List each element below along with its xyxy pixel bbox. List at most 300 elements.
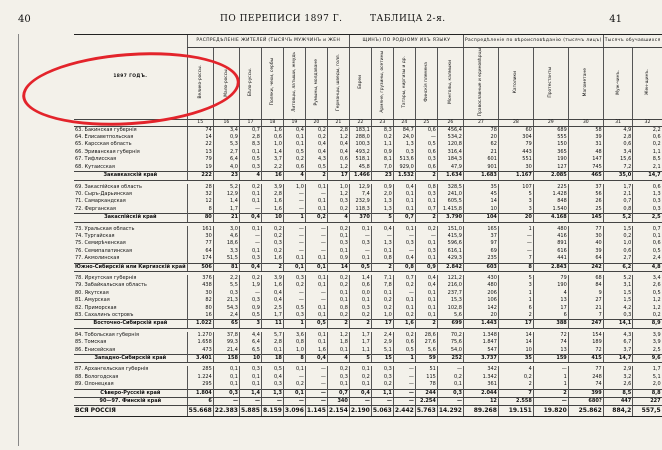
table-cell: 0,6 [283,164,305,172]
table-row [74,126,662,134]
column-number: 28 [498,119,533,126]
table-cell: 0,2 [327,312,349,320]
table-cell: — [305,297,327,304]
table-cell: 2 [415,320,437,328]
table-cell: 1,6 [261,255,283,263]
table-cell: 79 [498,141,533,148]
table-cell: 0,1 [305,255,327,263]
table-cell: 4,6 [213,233,239,240]
table-cell: 2.254 [415,398,437,406]
table-row [74,233,662,240]
row-name: 80. Якутская [75,289,109,296]
table-cell: 1,6 [305,347,327,355]
table-cell: 190 [533,156,568,163]
table-cell: 0,4 [261,374,283,381]
table-cell: 2,2 [633,126,662,134]
table-cell: 0,7 [415,206,437,214]
table-cell: 745 [568,164,603,172]
table-row [74,332,662,339]
table-cell: 0,3 [239,255,261,263]
table-cell: 0,5 [349,263,371,271]
table-cell: 100,3 [349,141,371,148]
table-cell: 237,7 [437,290,463,297]
table-cell: 0,2 [633,141,662,148]
table-row [74,312,662,320]
table-cell: 1,6 [261,126,283,134]
table-cell: 0,8 [393,263,415,271]
row-name: Восточно-Сибирскій край [74,320,187,328]
table-cell: 555 [533,134,568,141]
table-cell: 22 [187,141,213,148]
table-cell: — [437,398,463,406]
table-cell: 0,1 [283,134,305,141]
table-cell: 78 [415,381,437,389]
col-finns: Финскія племена [415,48,437,120]
region-total-row [74,320,662,328]
table-cell: 884,2 [603,406,633,417]
table-cell: 27 [568,297,603,304]
table-cell: 0,1 [305,275,327,282]
table-cell: 365 [533,149,568,156]
table-cell: 5.885 [239,406,261,417]
table-cell: 30 [187,290,213,297]
table-cell: 241,0 [437,191,463,198]
table-cell: 6 [533,312,568,320]
table-cell: 1.415,8 [437,206,463,214]
table-cell: 0,1 [283,263,305,271]
table-cell: 147 [568,156,603,163]
table-cell: 0,5 [239,156,261,163]
table-cell: 75,6 [437,339,463,346]
table-cell: 340 [327,398,349,406]
table-cell: 1 [533,374,568,381]
table-cell: 0,1 [633,233,662,240]
region-total-row [74,172,662,180]
table-cell: 3.096 [283,406,305,417]
table-cell: 7,0 [371,164,393,172]
table-cell: 0,1 [239,191,261,198]
row-name: 81. Амурская [75,297,110,304]
table-cell: 616,1 [437,248,463,255]
table-cell: 3,9 [261,275,283,282]
table-cell: 25 [568,206,603,214]
table-cell: 2,0 [371,191,393,198]
table-cell: 37,8 [213,332,239,339]
row-name: ВСЯ РОССІЯ [74,406,187,417]
table-cell: — [305,240,327,247]
table-cell: 16 [261,172,283,180]
table-cell: 35 [463,184,498,191]
table-cell: 0,9 [327,255,349,263]
table-cell: 4 [327,214,349,222]
table-cell: 0,4 [415,275,437,282]
table-cell: 107 [498,184,533,191]
table-cell: 78 [463,126,498,134]
table-cell: — [498,248,533,255]
column-number: 29 [533,119,568,126]
table-cell: — [533,398,568,406]
row-name: 63. Бакинская губернія [75,126,137,133]
table-cell: 1,7 [633,366,662,373]
table-cell: 39 [568,248,603,255]
row-name: 68. Кутаисская [75,163,115,170]
table-row [74,206,662,214]
table-cell: 1,4 [239,389,261,397]
table-cell: 1,9 [239,282,261,289]
table-cell: 0,9 [239,305,261,312]
table-cell: 225 [533,184,568,191]
table-cell: 0,2 [239,184,261,191]
table-cell: 0,2 [261,233,283,240]
col-germans: Германцы, шведы, голл. [327,48,349,120]
table-cell: 2.843 [533,263,568,271]
table-cell: 0,3 [415,248,437,255]
table-cell: 456,4 [437,126,463,134]
table-cell: 5 [349,355,371,363]
table-cell: 104 [463,214,498,222]
table-cell: 62 [463,141,498,148]
table-cell: 0,3 [415,191,437,198]
table-cell: 3,3 [213,248,239,255]
table-cell: 68 [568,275,603,282]
table-cell: — [371,233,393,240]
table-cell: 190 [533,282,568,289]
table-cell: 30 [187,233,213,240]
table-cell: 1,6 [261,198,283,205]
table-row [74,156,662,163]
table-cell: 77 [187,240,213,247]
table-cell: 4 [327,355,349,363]
table-cell: 0,1 [283,255,305,263]
table-cell: 0,1 [415,198,437,205]
table-cell: 14.292 [437,406,463,417]
table-cell: 0,3 [393,240,415,247]
table-cell: 0,6 [261,134,283,141]
table-cell: — [393,389,415,397]
table-cell: 0,3 [603,312,633,320]
table-cell: 0,1 [305,339,327,346]
table-cell: 47,9 [437,164,463,172]
table-cell: 0,1 [305,184,327,191]
table-cell: 551 [498,156,533,163]
table-cell: 0,2 [371,305,393,312]
table-cell: 0,3 [371,374,393,381]
table-cell: — [283,248,305,255]
table-cell: 0,6 [393,339,415,346]
table-body [74,119,662,417]
table-cell: 480 [533,226,568,233]
table-cell: 0,4 [415,282,437,289]
table-cell: 1.167 [498,172,533,180]
table-cell: 89.268 [463,406,498,417]
table-cell: 1.658 [187,339,213,346]
table-cell: 5.763 [415,406,437,417]
grand-total-row [74,406,662,417]
table-cell: 21 [463,149,498,156]
table-cell: 699 [437,320,463,328]
table-cell: 0,3 [393,149,415,156]
row-name: Сѣверо-Русскій край [74,389,187,397]
table-cell: 0,2 [261,226,283,233]
table-cell: 3 [498,206,533,214]
row-name: 87. Архангельская губернія [75,366,149,373]
table-cell: 12,9 [349,184,371,191]
table-cell: 106 [463,297,498,304]
table-cell: 20 [463,134,498,141]
group-header-language: ЩИНЪ) ПО РОДНОМУ ИХЪ ЯЗЫКУ [349,35,463,48]
table-cell: 0,2 [349,374,371,381]
table-cell: 616 [533,248,568,255]
table-cell: 3,1 [603,282,633,289]
table-row [74,290,662,297]
table-cell: 9 [568,290,603,297]
table-cell: 5.063 [371,406,393,417]
table-cell: 4 [533,290,568,297]
table-cell: 13 [187,149,213,156]
table-cell: 1,8 [327,339,349,346]
table-cell: 19.820 [533,406,568,417]
table-cell: — [349,233,371,240]
table-cell: 1,1 [371,389,393,397]
table-cell: 473 [187,347,213,355]
table-cell: 10 [463,206,498,214]
table-cell: 60 [498,126,533,134]
row-name: 86. Енисейская [75,346,116,353]
table-cell: 603 [463,263,498,271]
table-cell: 0,1 [239,198,261,205]
row-name: 72. Ферганская [75,205,116,212]
column-number: 25 [415,119,437,126]
table-cell: 22.383 [213,406,239,417]
table-cell: 0,1 [349,226,371,233]
table-cell: 97 [463,240,498,247]
table-cell: 0,2 [327,226,349,233]
table-cell: 1,3 [371,198,393,205]
table-cell: 21,3 [213,297,239,304]
row-name: 82. Приморская [75,304,117,311]
table-cell: 59 [415,355,437,363]
table-cell: 51,5 [213,255,239,263]
table-cell: 8 [187,206,213,214]
table-cell: 14 [187,134,213,141]
table-cell: 54,3 [213,305,239,312]
table-cell: 2,8 [239,134,261,141]
table-cell: 80 [187,214,213,222]
table-cell: 0,6 [633,134,662,141]
table-cell: — [239,290,261,297]
table-cell: 2 [327,320,349,328]
col-orthodox: Православные и единовѣрцы [463,48,498,120]
table-row [74,164,662,172]
table-cell: — [393,381,415,389]
table-row [74,255,662,263]
table-cell: 0,2 [349,312,371,320]
table-cell: 102,8 [437,305,463,312]
table-cell: 0,4 [349,389,371,397]
table-cell: 1 [498,297,533,304]
table-cell: 2.190 [349,406,371,417]
table-cell: 0,5 [239,312,261,320]
table-cell: 174 [187,255,213,263]
table-cell: 0,1 [415,305,437,312]
table-row [74,339,662,346]
table-cell: 40 [568,240,603,247]
table-cell: 5,2 [213,184,239,191]
table-cell: — [393,366,415,373]
table-cell: 10 [498,347,533,355]
column-number: 24 [393,119,415,126]
table-cell: 0,2 [371,134,393,141]
table-cell: 0,1 [349,255,371,263]
table-cell: 5,5 [213,282,239,289]
table-cell: 0,5 [393,347,415,355]
table-cell: 0,2 [633,312,662,320]
table-cell: 0,1 [305,206,327,214]
table-cell: 2,8 [603,134,633,141]
table-cell: — [305,233,327,240]
table-cell: 0,8 [283,339,305,346]
table-cell: 183,1 [349,126,371,134]
table-cell: 8,3 [239,141,261,148]
table-cell: 5,6 [437,312,463,320]
table-cell: 151,0 [437,226,463,233]
table-cell: 0,1 [327,233,349,240]
table-cell: 0,1 [393,198,415,205]
table-cell: 2.558 [498,398,533,406]
table-cell: 115 [415,374,437,381]
table-cell: 0,3 [239,366,261,373]
table-cell: 0,4 [393,255,415,263]
col-jews: Евреи [349,48,371,120]
table-cell: 2,2 [261,164,283,172]
table-cell: 0,7 [327,389,349,397]
table-cell: 680? [568,398,603,406]
table-cell: 4,4 [239,332,261,339]
table-row [74,305,662,312]
table-cell: — [283,233,305,240]
table-cell: 0,8 [603,206,633,214]
table-cell: 1 [498,290,533,297]
column-number: 16 [213,119,239,126]
table-cell: 235 [463,255,498,263]
table-cell: 1,2 [327,191,349,198]
table-cell: — [305,374,327,381]
table-cell: 28,6 [415,332,437,339]
table-cell: 2 [415,214,437,222]
table-cell: 2,9 [371,339,393,346]
table-cell: 1,0 [283,184,305,191]
table-cell: 0,3 [213,290,239,297]
table-cell: 7,8 [371,282,393,289]
col-catholic: Католики [498,48,533,120]
table-cell: 2,4 [371,332,393,339]
table-cell: 0,7 [393,275,415,282]
table-cell: 72 [533,332,568,339]
table-cell: 0,6 [633,184,662,191]
table-cell: 2 [533,389,568,397]
table-cell: 14 [327,263,349,271]
table-cell: 0,1 [371,290,393,297]
table-cell: 0,1 [327,297,349,304]
table-cell: 37 [568,184,603,191]
table-cell: — [239,398,261,406]
table-cell: 0,9 [371,184,393,191]
table-cell: 4 [498,366,533,373]
table-cell: 6 [187,398,213,406]
table-cell: 0,2 [261,248,283,255]
table-cell: 1 [393,355,415,363]
col-muslim: Магометане [568,48,603,120]
table-cell: 0,2 [327,282,349,289]
table-cell: 2.044 [463,389,498,397]
table-cell: 70,2 [437,332,463,339]
page-number-right: 41 [609,14,622,25]
table-cell: 0,2 [498,374,533,381]
table-cell: 1 [283,320,305,328]
table-cell: 3,4 [603,149,633,156]
table-cell: 0,3 [437,389,463,397]
table-cell: 5,2 [603,214,633,222]
table-cell: 2 [261,263,283,271]
table-cell: 901 [463,164,498,172]
table-cell: — [239,240,261,247]
table-cell: 1.348 [463,332,498,339]
table-cell: 415 [568,355,603,363]
table-cell: 304 [498,134,533,141]
table-cell: 1,5 [603,290,633,297]
table-cell: 465 [568,172,603,180]
table-cell: 23 [213,172,239,180]
table-cell: — [283,206,305,214]
row-name: 67. Тифлисская [75,156,117,163]
table-cell: 5 [371,214,393,222]
table-cell: 161 [187,226,213,233]
table-cell: 0,1 [213,381,239,389]
col-poles: Поляки, чехи, сербы [261,48,283,120]
table-cell: 0,4 [283,126,305,134]
table-cell: 0,3 [213,389,239,397]
table-cell: 0,2 [371,297,393,304]
table-cell: 1.532 [393,172,415,180]
table-cell: 1,1 [349,347,371,355]
table-cell: 4,9 [603,126,633,134]
table-cell: 69 [463,248,498,255]
table-cell: 7 [498,255,533,263]
table-cell: 1,2 [633,297,662,304]
table-cell: 5,1 [633,374,662,381]
table-cell: 1,2 [327,134,349,141]
table-cell: 51 [415,366,437,373]
table-cell: 0,2 [437,374,463,381]
table-cell: 0,3 [327,240,349,247]
row-name: 76. Семипалатинская [75,247,132,254]
table-cell: 443 [498,149,533,156]
table-cell: 0,3 [415,156,437,163]
table-cell: 0,3 [239,297,261,304]
column-number: 31 [603,119,633,126]
table-cell: — [283,297,305,304]
table-cell: 165 [463,226,498,233]
table-cell: 0,1 [415,240,437,247]
table-cell: 1,0 [261,141,283,148]
table-cell: 1.847 [463,339,498,346]
table-cell: 2 [349,320,371,328]
table-cell: 12 [187,198,213,205]
col-mongols: Монголы, калмыки [437,48,463,120]
table-cell: 0,6 [415,126,437,134]
table-cell: 184,3 [437,156,463,163]
column-number: 21 [327,119,349,126]
